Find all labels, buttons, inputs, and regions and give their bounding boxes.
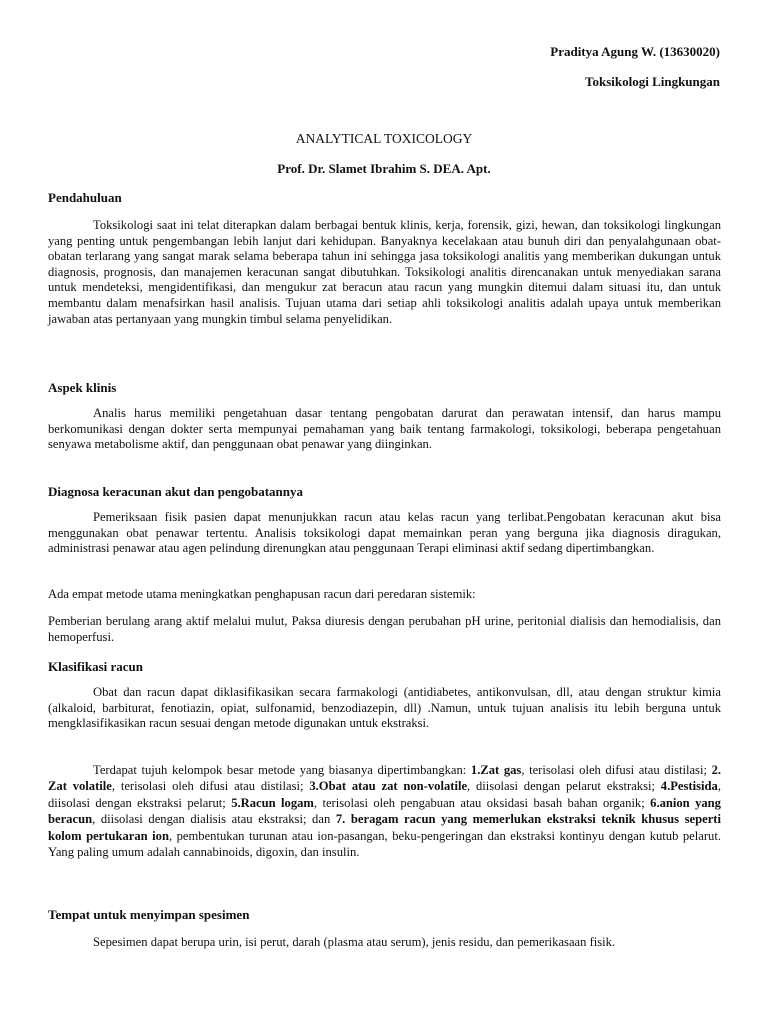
paragraph-diagnosa-3: Pemberian berulang arang aktif melalui mulut, Paksa diuresis dengan perubahan pH urine, peritonial dialisis dan hemodialisis, dan hemoperfusi. — [48, 614, 721, 644]
paragraph-klasifikasi-1: Obat dan racun dapat diklasifikasikan secara farmakologi (antidiabetes, antikonvulsan, dll, atau dengan struktur kimia (alkaloid, barbiturat, fenotiazin, opiat, sulfonamid, benzodiazepin, dll) .Namun, untuk tujuan analisis itu lebih berguna untuk mengklasifikasikan racun sesuai dengan metode digunakan untuk ekstraksi. — [48, 685, 721, 731]
bold-run: 2. Zat volatile — [48, 763, 722, 794]
text-run: , terisolasi oleh difusi atau distilasi; — [521, 763, 712, 777]
heading-pendahuluan: Pendahuluan — [48, 190, 122, 205]
text-run: , terisolasi oleh pengabuan atau oksidasi basah bahan organik; — [313, 795, 651, 810]
author-name: Praditya Agung W. (13630020) — [550, 44, 720, 59]
paragraph-diagnosa-2: Ada empat metode utama meningkatkan penghapusan racun dari peredaran sistemik: — [48, 587, 476, 601]
bold-run: 6.anion yang beracun — [48, 795, 721, 827]
paragraph-diagnosa-1: Pemeriksaan fisik pasien dapat menunjukkan racun atau kelas racun yang terlibat.Pengobatan keracunan akut bisa menggunakan obat penawar tertentu. Analisis toksikologi dapat memainkan peran yang berguna jika diagnosis diragukan, administrasi penawar atau agen pelindung direnungkan atau penggunaan Terapi eliminasi aktif sedang dipertimbangkan. — [48, 510, 721, 556]
bold-run: 7. beragam racun yang memerlukan ekstraksi teknik khusus seperti kolom pertukaran ion — [48, 812, 721, 843]
text-run: , diisolasi dengan pelarut ekstraksi; — [467, 779, 661, 794]
paragraph-tempat-spesimen: Sepesimen dapat berupa urin, isi perut, darah (plasma atau serum), jenis residu, dan pemerikasaan fisik. — [93, 935, 616, 949]
paragraph-pendahuluan: Toksikologi saat ini telat diterapkan dalam berbagai bentuk klinis, kerja, forensik, gizi, hewan, dan toksikologi lingkungan yang penting untuk pengembangan lebih lanjut dari kehidupan. Banyaknya kecelakaan atau bunuh diri dan penyalahgunaan obat-obatan terlarang yang sangat marak selama beberapa tahun ini sehingga jasa toksikologi analitis yang memberikan dukungan untuk diagnosis, prognosis, dan manajemen keracunan sangat dibutuhkan. Toksikologi analitis direncanakan untuk menyediakan sarana untuk mendeteksi, mengidentifikasi, dan mengukur zat beracun atau racun yang mungkin ditemui dalam situasi itu, dan untuk membantu dalam menafsirkan hasil analisis. Tujuan utama dari setiap ahli toksikologi analitis adalah upaya untuk memberikan jawaban atas pertanyaan yang mungkin timbul selama penyelidikan. — [48, 218, 721, 326]
text-run: , diisolasi dengan ekstraksi pelarut; — [48, 779, 721, 810]
document-subtitle: Prof. Dr. Slamet Ibrahim S. DEA. Apt. — [277, 161, 491, 176]
text-run: , terisolasi oleh difusi atau distilasi; — [111, 779, 310, 794]
heading-diagnosa: Diagnosa keracunan akut dan pengobatannya — [48, 484, 304, 499]
paragraph-aspek-klinis: Analis harus memiliki pengetahuan dasar tentang pengobatan darurat dan perawatan intensif, dan harus mampu berkomunikasi dengan dokter serta mempunyai pemahaman yang baik tentang farmakologi, toksikologi, beberapa pengetahuan senyawa metabolisme aktif, dan penggunaan obat penawar yang diinginkan. — [48, 406, 721, 452]
bold-run: 3.Obat atau zat non-volatile — [309, 779, 468, 794]
bold-run: 1.Zat gas — [470, 763, 522, 777]
heading-aspek-klinis: Aspek klinis — [48, 380, 117, 395]
text-run: Terdapat tujuh kelompok besar metode yang biasanya dipertimbangkan: — [93, 763, 471, 777]
bold-run: 5.Racun logam — [231, 795, 314, 810]
text-run: , pembentukan turunan atau ion-pasangan, beku-pengeringan dan ekstraksi kontinyu dengan kutub pelarut. Yang paling umum adalah cannabinoids, digoxin, dan insulin. — [48, 828, 721, 860]
bold-run: 4.Pestisida — [660, 779, 718, 794]
text-run: , diisolasi dengan dialisis atau ekstraksi; dan — [92, 812, 336, 827]
heading-klasifikasi: Klasifikasi racun — [48, 659, 143, 674]
heading-tempat-spesimen: Tempat untuk menyimpan spesimen — [48, 907, 250, 922]
course-name: Toksikologi Lingkungan — [584, 74, 720, 89]
document-title: ANALYTICAL TOXICOLOGY — [295, 131, 473, 146]
paragraph-klasifikasi-2 — [48, 762, 721, 860]
